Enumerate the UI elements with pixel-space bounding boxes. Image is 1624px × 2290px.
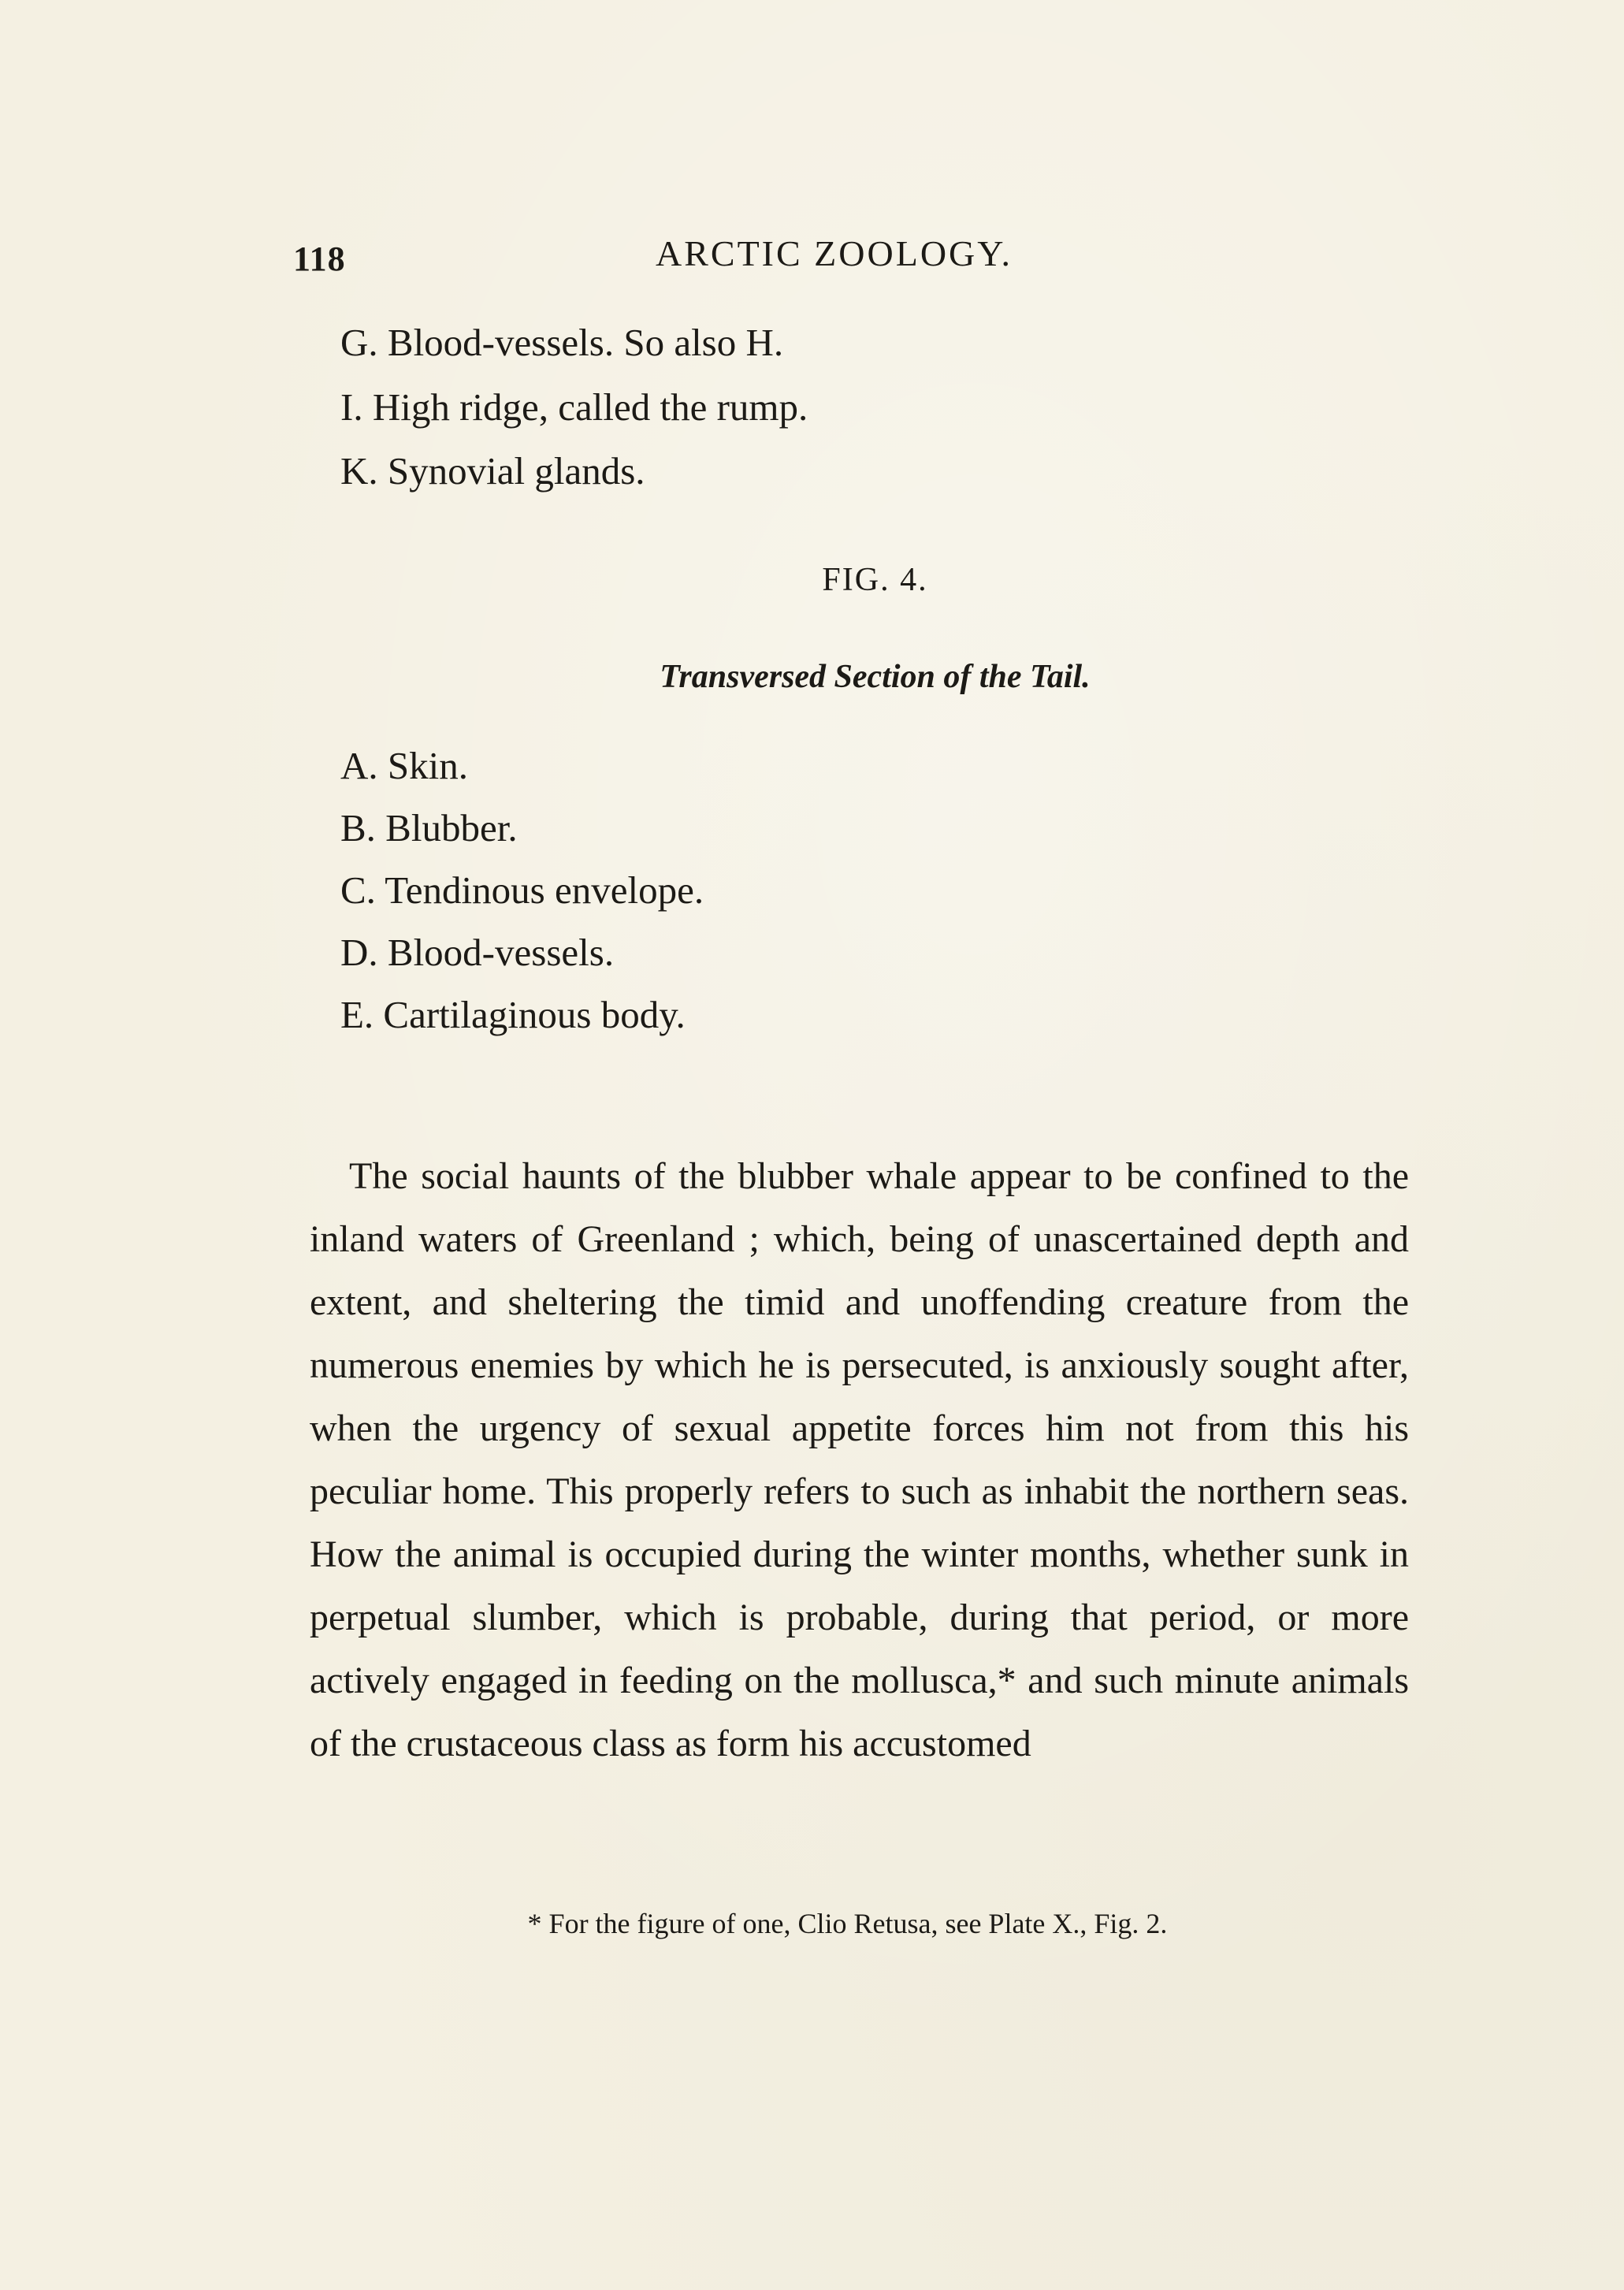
- page-number: 118: [293, 240, 346, 278]
- legend-item: A. Skin.: [340, 744, 469, 787]
- figure-subheading: Transversed Section of the Tail.: [660, 659, 1091, 695]
- legend-item: C. Tendinous envelope.: [340, 868, 704, 912]
- running-head: ARCTIC ZOOLOGY.: [656, 233, 1013, 273]
- legend-item: K. Synovial glands.: [340, 449, 645, 493]
- page-header: [293, 232, 1128, 296]
- legend-item: B. Blubber.: [340, 806, 518, 849]
- footnote: * For the figure of one, Clio Retusa, see Plate X., Fig. 2.: [527, 1908, 1168, 1939]
- legend-item: G. Blood-vessels. So also H.: [340, 321, 784, 364]
- legend-item: D. Blood-vessels.: [340, 931, 615, 974]
- body-paragraph: The social haunts of the blubber whale appear to be confined to the inland waters of Greenland ; which, being of unascertained depth and extent, and sheltering the timid and unoffending creature from the numerous enemies by which he is persecuted, is anxiously sought after, when the urgency of sexual appetite forces him not from this his peculiar home. This properly refers to such as inhabit the northern seas. How the animal is occupied during the winter months, whether sunk in perpetual slumber, which is probable, during that period, or more actively engaged in feeding on the mollusca,* and such minute animals of the crustaceous class as form his accustomed: [310, 1155, 1409, 1764]
- legend-item: I. High ridge, called the rump.: [340, 385, 808, 429]
- legend-item: E. Cartilaginous body.: [340, 993, 686, 1036]
- figure-heading: FIG. 4.: [822, 562, 928, 598]
